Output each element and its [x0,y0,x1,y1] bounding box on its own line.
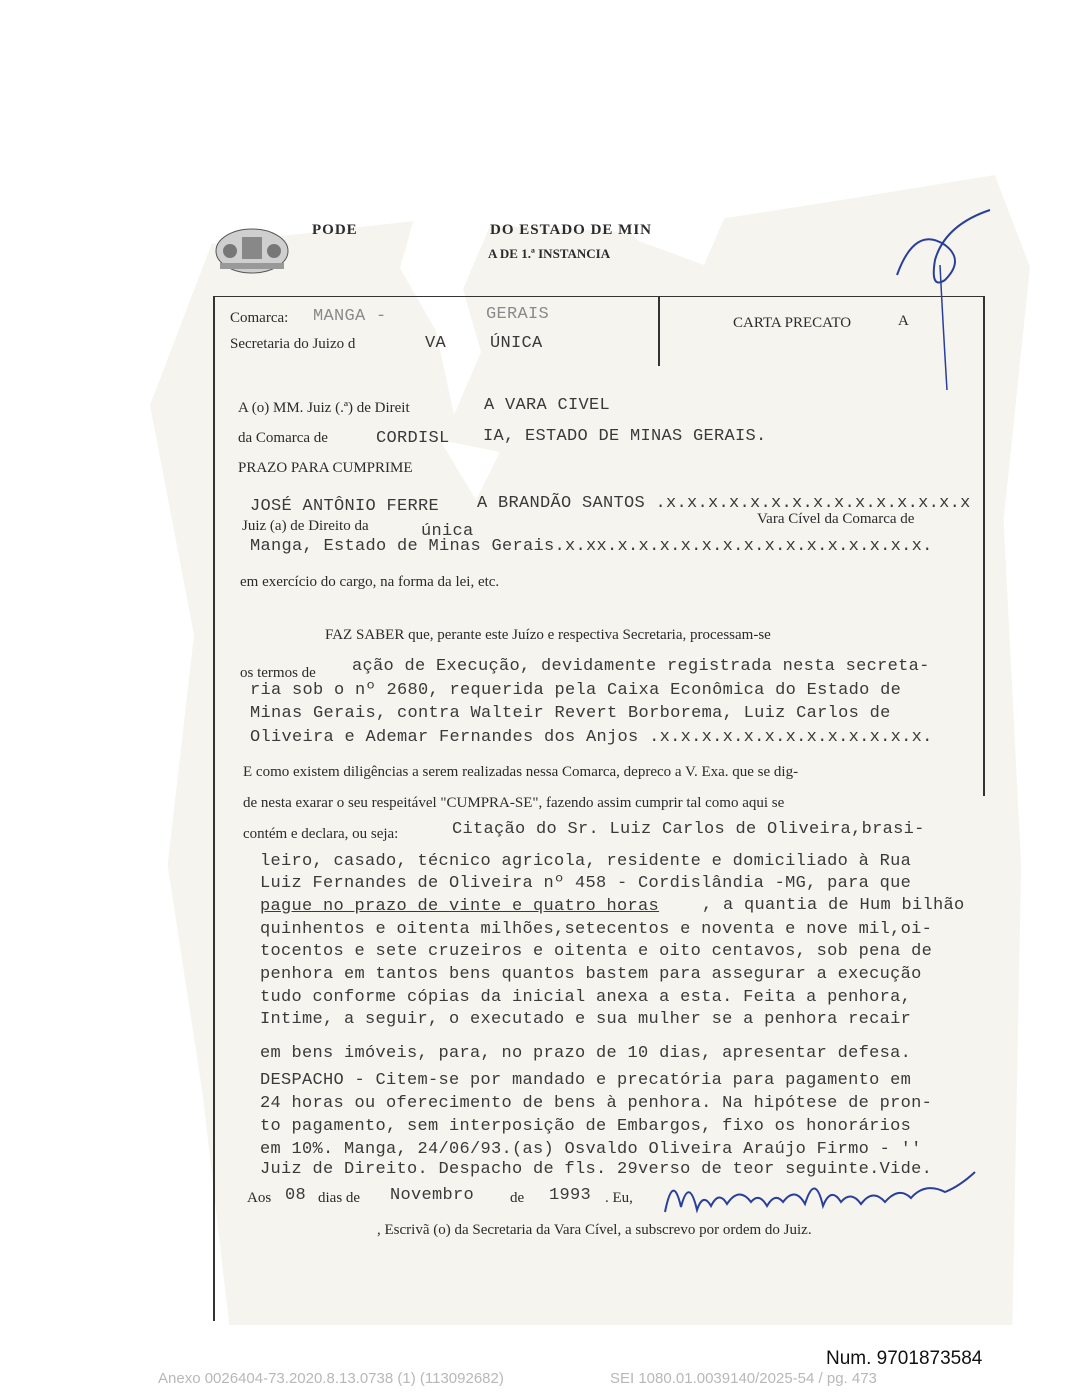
footer-anexo: Anexo 0026404-73.2020.8.13.0738 (1) (113092682) [158,1370,504,1387]
judge-name: JOSÉ ANTÔNIO FERRE [250,497,440,516]
judge-name-2: A BRANDÃO SANTOS .x.x.x.x.x.x.x.x.x.x.x.x.x.x.x [477,494,971,513]
closing-dias-de: dias de [318,1190,361,1206]
closing-escriva: , Escrivã (o) da Secretaria da Vara Cível, a subscrevo por ordem do Juiz. [377,1222,812,1238]
handwritten-signature [655,1162,985,1232]
typed-line-4: Oliveira e Ademar Fernandes dos Anjos .x.x.x.x.x.x.x.x.x.x.x.x.x. [250,728,933,747]
vara-value: única [421,522,474,541]
closing-eu: . Eu, [605,1190,633,1206]
typed-line-3: Minas Gerais, contra Walteir Revert Borborema, Luiz Carlos de [250,704,891,723]
secretaria-label: Secretaria do Juizo d [230,336,356,352]
document-number: Num. 9701873584 [826,1348,983,1369]
footer-sei: SEI 1080.01.0039140/2025-54 / pg. 473 [610,1370,877,1387]
typed-line-16: 24 horas ou oferecimento de bens à penhora. Na hipótese de pron- [260,1094,933,1113]
vara-label: Vara Cível da Comarca de [757,511,915,527]
typed-line-1: ação de Execução, devidamente registrada nesta secreta- [352,657,930,676]
juiz-label: Juiz (a) de Direito da [242,518,369,534]
closing-de: de [510,1190,525,1206]
prazo-line: PRAZO PARA CUMPRIME [238,460,413,476]
typed-line-8b: , a quantia de Hum bilhão [702,896,965,915]
address-line-2-value-2: IA, ESTADO DE MINAS GERAIS. [483,427,767,446]
typed-line-19: Juiz de Direito. Despacho de fls. 29verso de teor seguinte.Vide. [260,1160,933,1179]
comarca-label: Comarca: [230,310,289,326]
typed-line-7: Luiz Fernandes de Oliveira nº 458 - Cordislândia -MG, para que [260,874,912,893]
address-line-1-value: A VARA CIVEL [484,396,611,415]
address-line-1: A (o) MM. Juiz (.ª) de Direit [238,400,410,416]
typed-line-8a: pague no prazo de vinte e quatro horas [260,897,660,916]
typed-line-12: tudo conforme cópias da inicial anexa a esta. Feita a penhora, [260,988,912,1007]
closing-year: 1993 [549,1186,592,1205]
printed-line-2: de nesta exarar o seu respeitável "CUMPRA-SE", fazendo assim cumprir tal como aqui se [243,795,785,811]
typed-line-14: em bens imóveis, para, no prazo de 10 dias, apresentar defesa. [260,1044,912,1063]
comarca-value: MANGA - [313,307,387,326]
typed-line-15: DESPACHO - Citem-se por mandado e precatória para pagamento em [260,1071,912,1090]
typed-line-18: em 10%. Manga, 24/06/93.(as) Osvaldo Oliveira Araújo Firmo - '' [260,1140,922,1159]
typed-line-17: to pagamento, sem interposição de Embargos, fixo os honorários [260,1117,912,1136]
typed-line-11: penhora em tantos bens quantos bastem para assegurar a execução [260,965,922,984]
printed-line-1: E como existem diligências a serem realizadas nessa Comarca, depreco a V. Exa. que se dig- [243,764,799,780]
secretaria-value: VA [425,334,447,353]
rubric-mark [885,205,995,395]
header-estado: DO ESTADO DE MIN [490,222,652,238]
comarca-value-2: GERAIS [486,305,550,324]
closing-day: 08 [285,1186,307,1205]
typed-line-6: leiro, casado, técnico agricola, residente e domiciliado à Rua [260,852,912,871]
left-margin-line [213,296,215,1321]
comarca-line: Manga, Estado de Minas Gerais.x.xx.x.x.x.x.x.x.x.x.x.x.x.x.x.x.x. [250,537,933,556]
typed-line-5: Citação do Sr. Luiz Carlos de Oliveira,brasi- [452,820,925,839]
coat-of-arms-seal [212,225,292,277]
typed-line-13: Intime, a seguir, o executado e sua mulher se a penhora recair [260,1010,912,1029]
exercicio-line: em exercício do cargo, na forma da lei, etc. [240,574,500,590]
closing-aos: Aos [247,1190,272,1206]
header-instancia: A DE 1.ª INSTANCIA [488,246,611,261]
header-poder: PODE [312,222,358,238]
secretaria-value-2: ÚNICA [490,334,543,353]
typed-line-2: ria sob o nº 2680, requerida pela Caixa Econômica do Estado de [250,681,902,700]
address-line-2: da Comarca de [238,430,328,446]
typed-line-9: quinhentos e oitenta milhões,setecentos e noventa e nove mil,oi- [260,920,933,939]
carta-precatoria-label-2: A [898,313,909,329]
carta-precatoria-label: CARTA PRECATO [733,315,852,331]
faz-saber: FAZ SABER que, perante este Juízo e respectiva Secretaria, processam-se [325,627,771,643]
termos-prefix: os termos de [240,665,316,681]
closing-month: Novembro [390,1186,475,1205]
box-divider [658,296,660,366]
address-line-2-value: CORDISL [376,429,450,448]
printed-line-3: contém e declara, ou seja: [243,826,399,842]
typed-line-10: tocentos e sete cruzeiros e oitenta e oito centavos, sob pena de [260,942,933,961]
